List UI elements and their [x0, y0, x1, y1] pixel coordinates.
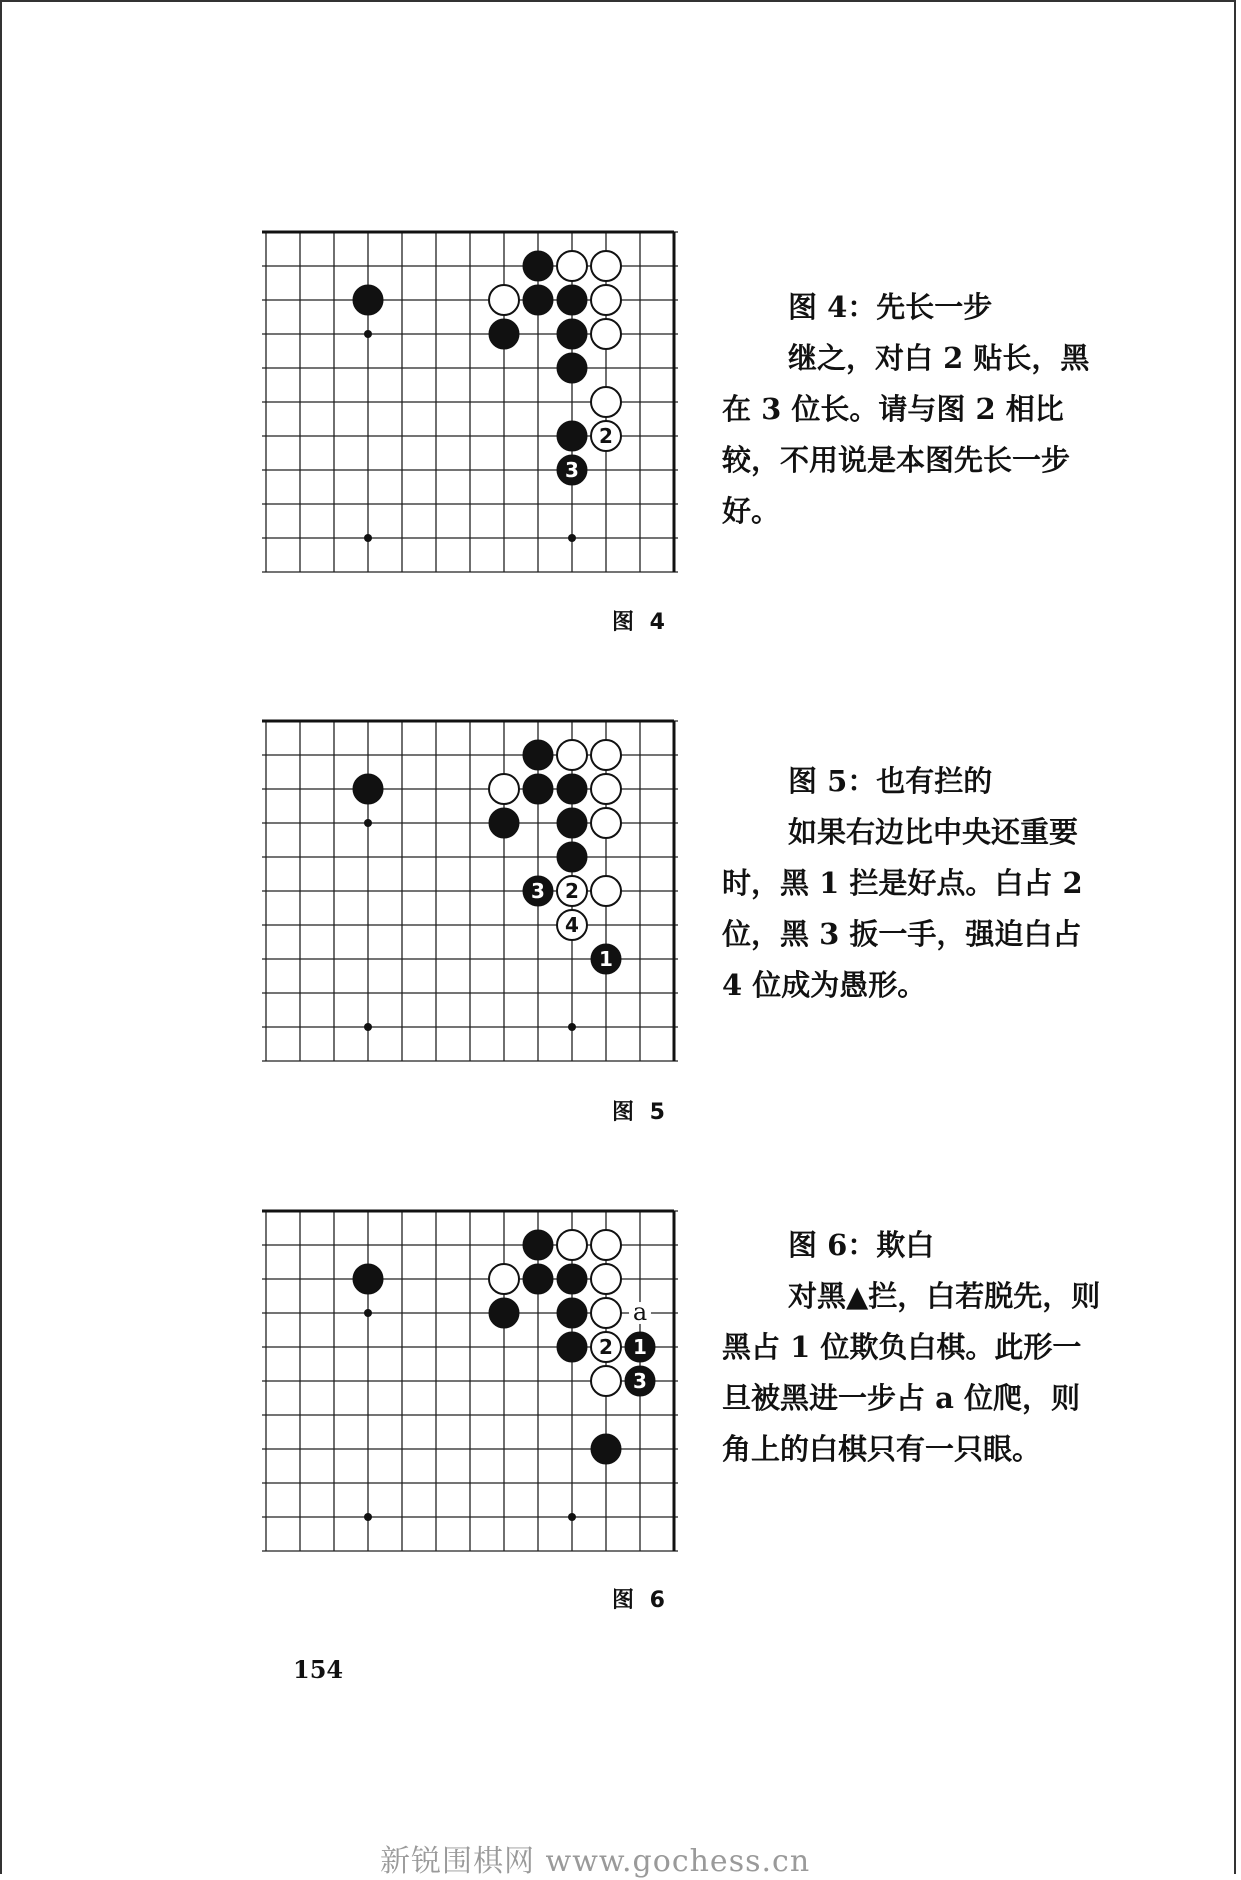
white-stone — [591, 387, 621, 417]
stone-number: 1 — [633, 1335, 647, 1359]
black-stone — [557, 842, 587, 872]
black-stone — [557, 808, 587, 838]
stone-number: 4 — [565, 913, 579, 937]
go-diagram-6 — [258, 1201, 698, 1569]
white-stone — [557, 1230, 587, 1260]
stone-number: 3 — [633, 1369, 647, 1393]
star-point — [364, 1513, 372, 1521]
white-stone — [591, 1230, 621, 1260]
black-stone — [489, 319, 519, 349]
black-stone — [557, 1298, 587, 1328]
stone-number: 3 — [565, 458, 579, 482]
caption-heading-6: 图 6：欺白 — [788, 1228, 935, 1262]
watermark: 新锐围棋网 www.gochess.cn — [380, 1844, 811, 1879]
black-stone — [523, 1230, 553, 1260]
star-point — [568, 1513, 576, 1521]
black-stone — [557, 319, 587, 349]
black-stone — [353, 774, 383, 804]
black-stone — [353, 285, 383, 315]
star-point — [364, 1023, 372, 1031]
black-stone — [523, 1264, 553, 1294]
white-stone — [591, 740, 621, 770]
stone-number: 2 — [565, 879, 579, 903]
caption-body-6: 对黑▲拦，白若脱先，则黑占 1 位欺负白棋。此形一旦被黑进一步占 a 位爬，则角上的白棋只有一只眼。 — [722, 1279, 1101, 1466]
point-label: a — [632, 1298, 648, 1326]
black-stone — [557, 774, 587, 804]
caption-body-4: 继之，对白 2 贴长，黑在 3 位长。请与图 2 相比较，不用说是本图先长一步好。 — [722, 341, 1090, 528]
black-stone — [523, 774, 553, 804]
white-stone — [591, 319, 621, 349]
caption-4 — [722, 282, 1102, 537]
go-board-4 — [258, 222, 698, 590]
white-stone — [591, 1366, 621, 1396]
caption-body-5: 如果右边比中央还重要时，黑 1 拦是好点。白占 2 位，黑 3 扳一手，强迫白占 4 位成为愚形。 — [722, 815, 1083, 1002]
caption-5 — [722, 756, 1102, 1011]
stone-number: 3 — [531, 879, 545, 903]
star-point — [364, 1309, 372, 1317]
white-stone — [489, 774, 519, 804]
white-stone — [591, 1298, 621, 1328]
black-stone — [489, 808, 519, 838]
stone-number: 2 — [599, 1335, 613, 1359]
white-stone — [557, 251, 587, 281]
star-point — [364, 330, 372, 338]
white-stone — [489, 1264, 519, 1294]
page-number: 154 — [293, 1655, 344, 1684]
black-stone — [523, 740, 553, 770]
white-stone — [591, 876, 621, 906]
stone-number: 2 — [599, 424, 613, 448]
go-diagram-4 — [258, 222, 698, 590]
white-stone — [591, 1264, 621, 1294]
black-stone — [557, 1264, 587, 1294]
white-stone — [591, 774, 621, 804]
go-board-6 — [258, 1201, 698, 1569]
star-point — [568, 534, 576, 542]
black-stone — [353, 1264, 383, 1294]
white-stone — [591, 251, 621, 281]
white-stone — [489, 285, 519, 315]
figure-label-6: 图 6 — [612, 1588, 669, 1613]
black-stone — [557, 353, 587, 383]
white-stone — [557, 740, 587, 770]
go-diagram-5 — [258, 711, 698, 1079]
star-point — [568, 1023, 576, 1031]
star-point — [364, 819, 372, 827]
black-stone — [591, 1434, 621, 1464]
white-stone — [591, 808, 621, 838]
black-stone — [489, 1298, 519, 1328]
caption-heading-5: 图 5：也有拦的 — [788, 764, 993, 798]
go-board-5 — [258, 711, 698, 1079]
black-stone — [523, 251, 553, 281]
figure-label-5: 图 5 — [612, 1100, 669, 1125]
figure-label-4: 图 4 — [612, 610, 669, 635]
star-point — [364, 534, 372, 542]
black-stone — [557, 1332, 587, 1362]
black-stone — [557, 285, 587, 315]
black-stone — [523, 285, 553, 315]
black-stone — [557, 421, 587, 451]
caption-6 — [722, 1220, 1102, 1475]
stone-number: 1 — [599, 947, 613, 971]
caption-heading-4: 图 4：先长一步 — [788, 290, 993, 324]
white-stone — [591, 285, 621, 315]
